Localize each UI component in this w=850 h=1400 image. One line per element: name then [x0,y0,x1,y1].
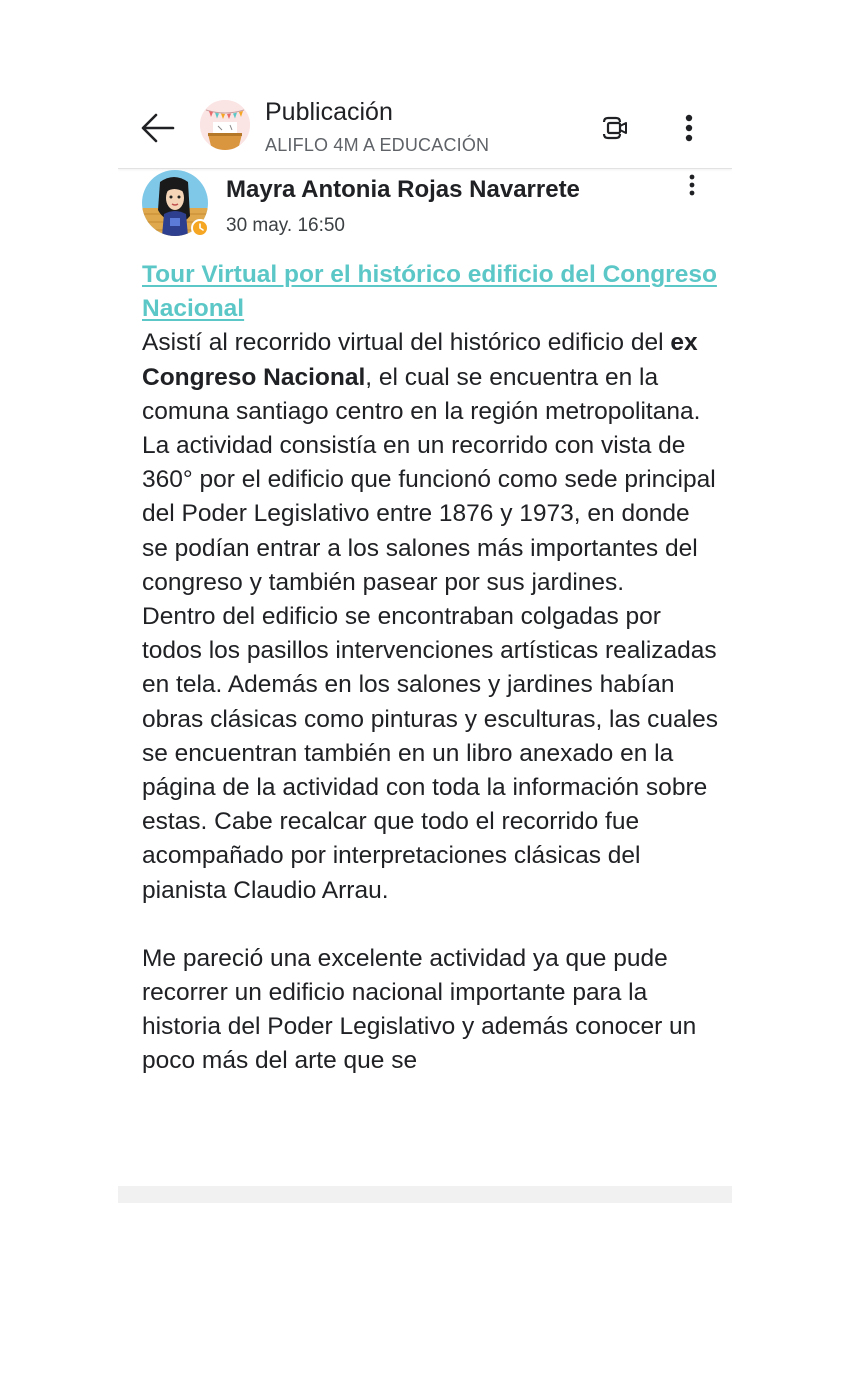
cartoon-avatar-icon [142,170,214,242]
classroom-icon [200,100,250,150]
author-avatar[interactable] [142,170,208,236]
top-app-bar [118,86,732,169]
video-call-button[interactable] [596,108,632,148]
post-paragraph [142,326,722,429]
paragraph-bold-text: ex Congreso Nacional [142,329,698,391]
author-name[interactable]: Mayra Antonia Rojas Navarrete [226,176,580,203]
more-vert-icon [689,174,695,196]
post-screen [118,86,732,1203]
more-vert-icon [685,114,693,142]
post-paragraph: Dentro del edificio se encontraban colgadas por todos los pasillos intervenciones artísticas realizadas en tela. Además en los salones y jardines habían obras clásicas como pinturas y esculturas, las cuales se encuentran también en un libro anexado en la página de la actividad con toda la información sobre estas. Cabe recalcar que todo el recorrido fue acompañado por interpretaciones clásicas del pianista Claudio Arrau. [142,603,719,904]
post-timestamp: 30 may. 16:50 [226,215,346,236]
bottom-divider [118,1186,732,1203]
post-more-options-button[interactable] [682,170,702,200]
post-paragraph: La actividad consistía en un recorrido con vista de 360° por el edificio que funcionó como sede principal del Poder Legislativo entre 1876 y 1973, en donde se podían entrar a los salones más importantes del congreso y también pasear por sus jardines. [142,432,716,596]
group-avatar[interactable] [200,100,250,150]
more-options-button[interactable] [674,108,704,148]
group-name: ALIFLO 4M A EDUCACIÓN [265,135,490,155]
post-content [142,258,722,1079]
back-button[interactable] [136,106,180,150]
paragraph-text: , el cual se encuentra en la comuna santiago centro en la región metropolitana. [142,363,701,425]
arrow-back-icon [140,110,176,146]
video-call-icon [600,113,628,143]
post-link-title[interactable]: Tour Virtual por el histórico edificio del Congreso Nacional [142,261,717,323]
paragraph-spacer [142,908,722,942]
page-title: Publicación [265,98,393,126]
post-paragraph: Me pareció una excelente actividad ya que pude recorrer un edificio nacional importante para la historia del Poder Legislativo y además conocer un poco más del arte que se [142,944,697,1075]
paragraph-text: Asistí al recorrido virtual del histórico edificio del [142,329,671,357]
